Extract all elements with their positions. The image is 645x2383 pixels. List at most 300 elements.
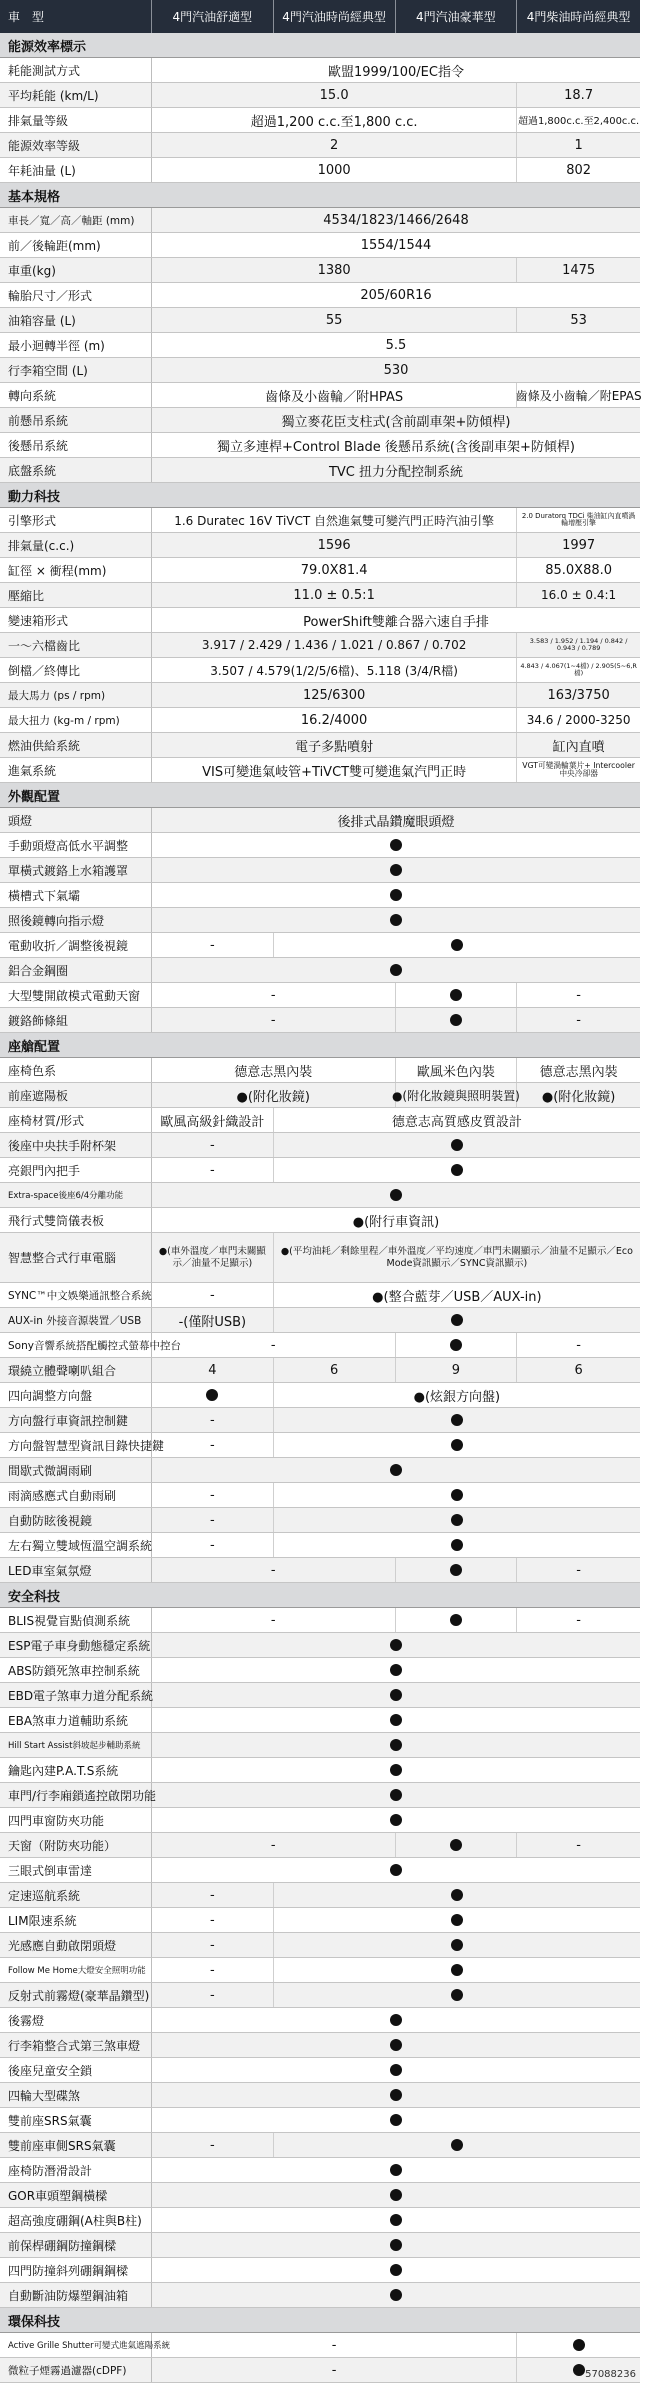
value-text: 530 [383,362,409,378]
spec-value [152,2233,640,2257]
spec-value [152,933,274,957]
spec-value [152,283,640,307]
spec-value [517,2333,640,2357]
spec-label: 橫槽式下氣壩 [0,883,152,907]
spec-value [152,333,640,357]
spec-value [517,508,640,532]
value-text: 18.7 [564,87,594,103]
spec-value [152,1133,274,1157]
section-title: 座艙配置 [0,1033,640,1058]
spec-label: Active Grille Shutter可變式進氣遮陽系統 [0,2333,152,2357]
spec-value [517,583,640,607]
spec-row [0,808,640,833]
spec-value [152,1333,396,1357]
value-text: - [576,1612,581,1628]
section-title: 外觀配置 [0,783,640,808]
spec-row [0,983,640,1008]
spec-label: ABS防鎖死煞車控制系統 [0,1658,152,1682]
value-text: 2 [329,137,339,153]
value-text: 85.0X88.0 [545,562,613,578]
spec-row [0,1008,640,1033]
spec-row [0,883,640,908]
spec-label: 電動收折／調整後視鏡 [0,933,152,957]
spec-value [152,1108,274,1132]
spec-value [152,2058,640,2082]
value-text: -(僅附USB) [178,1314,247,1330]
spec-label: 鑰匙內建P.A.T.S系統 [0,1758,152,1782]
spec-row [0,1908,640,1933]
value-text: 歐盟1999/100/EC指令 [328,64,464,80]
spec-label: 微粒子煙霧過濾器(cDPF) [0,2358,152,2382]
included-dot-icon [390,2089,402,2101]
spec-value [517,258,640,282]
included-dot-icon [451,1939,463,1951]
included-dot-icon [390,1739,402,1751]
spec-value [152,2333,517,2357]
spec-label: 前保桿硼鋼防撞鋼樑 [0,2233,152,2257]
value-text: - [270,1562,276,1578]
value-text: - [576,1337,581,1353]
spec-label: 單橫式鍍鉻上水箱護罩 [0,858,152,882]
spec-value [517,983,640,1007]
included-dot-icon [390,914,402,926]
spec-value [152,2283,640,2307]
spec-value [391,1083,520,1107]
spec-row [0,2133,640,2158]
included-dot-icon [451,1139,463,1151]
value-text: ●(整合藍芽／USB／AUX-in) [372,1289,542,1305]
spec-value [396,1333,518,1357]
spec-row [0,233,640,258]
value-text: - [210,2137,215,2153]
spec-value [152,1433,274,1457]
spec-value [274,1533,640,1557]
value-text: 1.6 Duratec 16V TiVCT 自然進氣雙可變汽門正時汽油引擎 [174,513,495,528]
included-dot-icon [390,1639,402,1651]
spec-label: 排氣量(c.c.) [0,533,152,557]
included-dot-icon [451,1439,463,1451]
spec-row [0,1683,640,1708]
spec-value [152,1383,274,1407]
value-text: ●(附化妝鏡與照明裝置) [391,1088,520,1103]
spec-row [0,358,640,383]
spec-value [152,1708,640,1732]
included-dot-icon [390,2214,402,2226]
spec-value [152,808,640,832]
spec-row [0,458,640,483]
spec-row [0,1733,640,1758]
spec-value [152,908,640,932]
spec-row [0,733,640,758]
spec-label: 行李箱整合式第三煞車燈 [0,2033,152,2057]
spec-value [152,158,517,182]
value-text: 6 [574,1362,583,1378]
spec-row [0,1058,640,1083]
spec-label: 耗能測試方式 [0,58,152,82]
spec-label: 後懸吊系統 [0,433,152,457]
spec-label: 超高強度硼鋼(A柱與B柱) [0,2208,152,2232]
spec-label: 座椅防潛滑設計 [0,2158,152,2182]
spec-value [152,1283,274,1307]
spec-value [152,1758,640,1782]
spec-label: 反射式前霧燈(豪華晶鑽型) [0,1983,152,2007]
spec-value [152,2358,517,2382]
spec-label: 鍍鉻飾條組 [0,1008,152,1032]
value-text: 1596 [317,537,351,553]
included-dot-icon [206,1389,218,1401]
spec-label: 座椅色系 [0,1058,152,1082]
value-text: 超過1,200 c.c.至1,800 c.c. [250,114,418,130]
spec-row [0,1608,640,1633]
spec-value [274,1308,640,1332]
spec-value [274,1233,640,1282]
spec-row [0,958,640,983]
value-text: - [576,1837,581,1853]
spec-value [152,758,517,782]
spec-label: 大型雙開啟模式電動天窗 [0,983,152,1007]
spec-value [517,1558,640,1582]
spec-value [152,1608,396,1632]
value-text: 1475 [562,262,596,278]
spec-value [396,983,518,1007]
value-text: 16.2/4000 [300,712,368,728]
header-variant-2: 4門汽油時尚經典型 [274,0,396,33]
spec-value [152,1783,640,1807]
spec-value [517,1358,640,1382]
spec-value [274,1358,396,1382]
spec-value [517,1833,640,1857]
value-text: 德意志黑內裝 [539,1064,618,1080]
spec-value [152,1933,274,1957]
spec-row [0,1633,640,1658]
spec-value [396,1058,518,1082]
spec-value [517,1083,640,1107]
spec-row [0,1958,640,1983]
value-text: 獨立麥花臣支柱式(含前副車架+防傾桿) [281,414,511,430]
spec-label: 雙前座SRS氣囊 [0,2108,152,2132]
included-dot-icon [390,889,402,901]
included-dot-icon [390,964,402,976]
spec-value [517,133,640,157]
spec-value [152,1633,640,1657]
section-title: 基本規格 [0,183,640,208]
spec-row [0,2033,640,2058]
spec-label: 轉向系統 [0,383,152,407]
spec-label: 車長／寬／高／軸距 (mm) [0,208,152,232]
spec-row [0,758,640,783]
value-text: - [270,1837,276,1853]
spec-value [274,1958,640,1982]
spec-value [152,2033,640,2057]
included-dot-icon [390,1789,402,1801]
spec-label: Extra-space後座6/4分離功能 [0,1183,152,1207]
spec-row [0,583,640,608]
spec-label: GOR車頭塑鋼橫樑 [0,2183,152,2207]
spec-value [152,1558,396,1582]
spec-label: 壓縮比 [0,583,152,607]
spec-row [0,558,640,583]
value-text: - [270,1012,276,1028]
spec-value [152,1508,274,1532]
spec-value [396,1833,518,1857]
value-text: - [210,1162,215,1178]
spec-row [0,1158,640,1183]
value-text: 34.6 / 2000-3250 [526,713,631,727]
spec-row [0,1458,640,1483]
spec-value [152,2208,640,2232]
included-dot-icon [450,1614,462,1626]
spec-row [0,1133,640,1158]
spec-value [152,108,517,132]
spec-value [152,1683,640,1707]
included-dot-icon [390,2014,402,2026]
spec-row [0,1433,640,1458]
spec-label: 雨滴感應式自動雨刷 [0,1483,152,1507]
value-text: VGT可變渦輪葉片+ Intercooler中央冷卻器 [522,760,635,778]
included-dot-icon [573,2339,585,2351]
spec-label: 間歇式微調雨刷 [0,1458,152,1482]
spec-value [152,1233,274,1282]
spec-value [274,1433,640,1457]
spec-label: 方向盤智慧型資訊目錄快捷鍵 [0,1433,152,1457]
spec-value [396,1558,518,1582]
spec-value [152,58,640,82]
spec-row [0,258,640,283]
spec-label: 後霧燈 [0,2008,152,2032]
spec-value [396,1008,518,1032]
value-text: VIS可變進氣岐管+TiVCT雙可變進氣汽門正時 [202,764,467,780]
included-dot-icon [390,2289,402,2301]
spec-value [152,1183,640,1207]
spec-label: 鋁合金鋼圈 [0,958,152,982]
value-text: 79.0X81.4 [300,562,368,578]
spec-row [0,1783,640,1808]
spec-label: 排氣量等級 [0,108,152,132]
spec-value [517,658,640,682]
spec-value [152,133,517,157]
spec-value [152,1833,396,1857]
spec-label: 環繞立體聲喇叭組合 [0,1358,152,1382]
spec-label: 底盤系統 [0,458,152,482]
spec-label: 引擎形式 [0,508,152,532]
included-dot-icon [390,1664,402,1676]
spec-value [152,433,640,457]
spec-label: 前／後輪距(mm) [0,233,152,257]
spec-label: 缸徑 × 衝程(mm) [0,558,152,582]
spec-label: 三眼式倒車雷達 [0,1858,152,1882]
spec-row [0,433,640,458]
spec-value [152,983,396,1007]
spec-value [152,1208,640,1232]
spec-row [0,2283,640,2308]
value-text: 205/60R16 [360,287,432,303]
spec-row [0,2233,640,2258]
spec-value [152,383,517,407]
spec-label: 最大扭力 (kg-m / rpm) [0,708,152,732]
value-text: 4 [208,1362,217,1378]
spec-label: 油箱容量 (L) [0,308,152,332]
value-text: - [270,987,276,1003]
value-text: 1554/1544 [360,237,432,253]
spec-row [0,1308,640,1333]
spec-label: 方向盤行車資訊控制鍵 [0,1408,152,1432]
spec-value [152,83,517,107]
spec-value [152,833,640,857]
spec-label: Hill Start Assist斜坡起步輔助系統 [0,1733,152,1757]
included-dot-icon [390,1764,402,1776]
spec-value [152,1883,274,1907]
included-dot-icon [390,839,402,851]
spec-value [396,1358,518,1382]
spec-row [0,1833,640,1858]
spec-row [0,1283,640,1308]
spec-row [0,408,640,433]
included-dot-icon [390,2164,402,2176]
spec-row [0,933,640,958]
spec-row [0,158,640,183]
included-dot-icon [451,939,463,951]
spec-row [0,533,640,558]
spec-value [152,2083,640,2107]
spec-row [0,1383,640,1408]
value-text: 3.583 / 1.952 / 1.194 / 0.842 / 0.943 / 0.789 [529,637,628,652]
value-text: 齒條及小齒輪／附HPAS [265,389,404,405]
spec-row [0,2158,640,2183]
value-text: - [576,1012,581,1028]
value-text: 1000 [317,162,351,178]
spec-label: Sony音響系統搭配觸控式螢幕中控台 [0,1333,152,1357]
spec-value [517,758,640,782]
spec-label: Follow Me Home大燈安全照明功能 [0,1958,152,1982]
included-dot-icon [390,2039,402,2051]
spec-row [0,1358,640,1383]
spec-value [152,2158,640,2182]
spec-value [152,733,517,757]
value-text: 4534/1823/1466/2648 [323,212,469,228]
spec-row [0,1533,640,1558]
spec-row [0,208,640,233]
spec-label: 智慧整合式行車電腦 [0,1233,152,1282]
value-text: - [210,1912,215,1928]
spec-value [517,1333,640,1357]
included-dot-icon [451,1889,463,1901]
spec-label: 照後鏡轉向指示燈 [0,908,152,932]
value-text: - [210,1487,215,1503]
spec-row [0,2058,640,2083]
spec-label: LED車室氣氛燈 [0,1558,152,1582]
spec-value [152,2183,640,2207]
spec-value [517,1058,640,1082]
spec-label: EBA煞車力道輔助系統 [0,1708,152,1732]
spec-row [0,833,640,858]
value-text: 125/6300 [302,687,366,703]
value-text: PowerShift雙離合器六速自手排 [303,614,489,630]
value-text: TVC 扭力分配控制系統 [328,464,464,480]
image-id-watermark: 57088236 [585,2369,636,2380]
spec-row [0,1933,640,1958]
value-text: 1 [574,137,583,153]
spec-row [0,2183,640,2208]
spec-label: AUX-in 外接音源裝置／USB [0,1308,152,1332]
spec-value [152,1808,640,1832]
spec-label: 四門車窗防夾功能 [0,1808,152,1832]
spec-row [0,133,640,158]
included-dot-icon [390,1189,402,1201]
spec-row [0,908,640,933]
value-text: 1380 [317,262,351,278]
included-dot-icon [451,1489,463,1501]
spec-label: LIM限速系統 [0,1908,152,1932]
value-text: 5.5 [385,337,407,353]
spec-value [274,1983,640,2007]
value-text: 德意志黑內裝 [234,1064,313,1080]
spec-value [152,1958,274,1982]
value-text: ●(炫銀方向盤) [413,1389,501,1405]
value-text: - [210,1412,215,1428]
value-text: - [270,1337,276,1353]
spec-value [274,1158,640,1182]
spec-value [152,1983,274,2007]
spec-value [152,458,640,482]
value-text: 6 [329,1362,339,1378]
value-text: ●(附化妝鏡) [541,1089,616,1105]
section-title: 安全科技 [0,1583,640,1608]
spec-value [274,1933,640,1957]
section-title: 動力科技 [0,483,640,508]
value-text: 缸內直噴 [552,739,605,755]
spec-label: 能源效率等級 [0,133,152,157]
spec-value [152,258,517,282]
spec-value [517,158,640,182]
included-dot-icon [451,1414,463,1426]
header-variant-4: 4門柴油時尚經典型 [526,10,631,24]
included-dot-icon [390,1714,402,1726]
spec-row [0,333,640,358]
spec-value [152,1533,274,1557]
spec-label: SYNC™中文娛樂通訊整合系統 [0,1283,152,1307]
spec-row [0,1183,640,1208]
spec-row [0,2083,640,2108]
value-text: 獨立多連桿+Control Blade 後懸吊系統(含後副車架+防傾桿) [217,439,575,455]
spec-label: 座椅材質/形式 [0,1108,152,1132]
spec-row [0,1208,640,1233]
included-dot-icon [450,1839,462,1851]
spec-label: 定速巡航系統 [0,1883,152,1907]
included-dot-icon [573,2364,585,2376]
spec-value [152,883,640,907]
spec-value [274,1383,640,1407]
value-text: 3.507 / 4.579(1/2/5/6檔)、5.118 (3/4/R檔) [210,663,458,678]
spec-label: 後座中央扶手附杯架 [0,1133,152,1157]
included-dot-icon [390,2189,402,2201]
value-text: 3.917 / 2.429 / 1.436 / 1.021 / 0.867 / 0.702 [201,638,467,652]
value-text: 1997 [562,537,596,553]
value-text: 11.0 ± 0.5:1 [293,587,375,603]
included-dot-icon [450,1014,462,1026]
table-header [0,0,640,33]
spec-value [396,1608,518,1632]
spec-label: 前懸吊系統 [0,408,152,432]
spec-row [0,1758,640,1783]
spec-label: 頭燈 [0,808,152,832]
spec-row [0,858,640,883]
spec-row [0,2008,640,2033]
spec-row [0,708,640,733]
spec-value [152,408,640,432]
spec-value [152,1658,640,1682]
spec-value [517,1008,640,1032]
value-text: - [210,1987,215,2003]
